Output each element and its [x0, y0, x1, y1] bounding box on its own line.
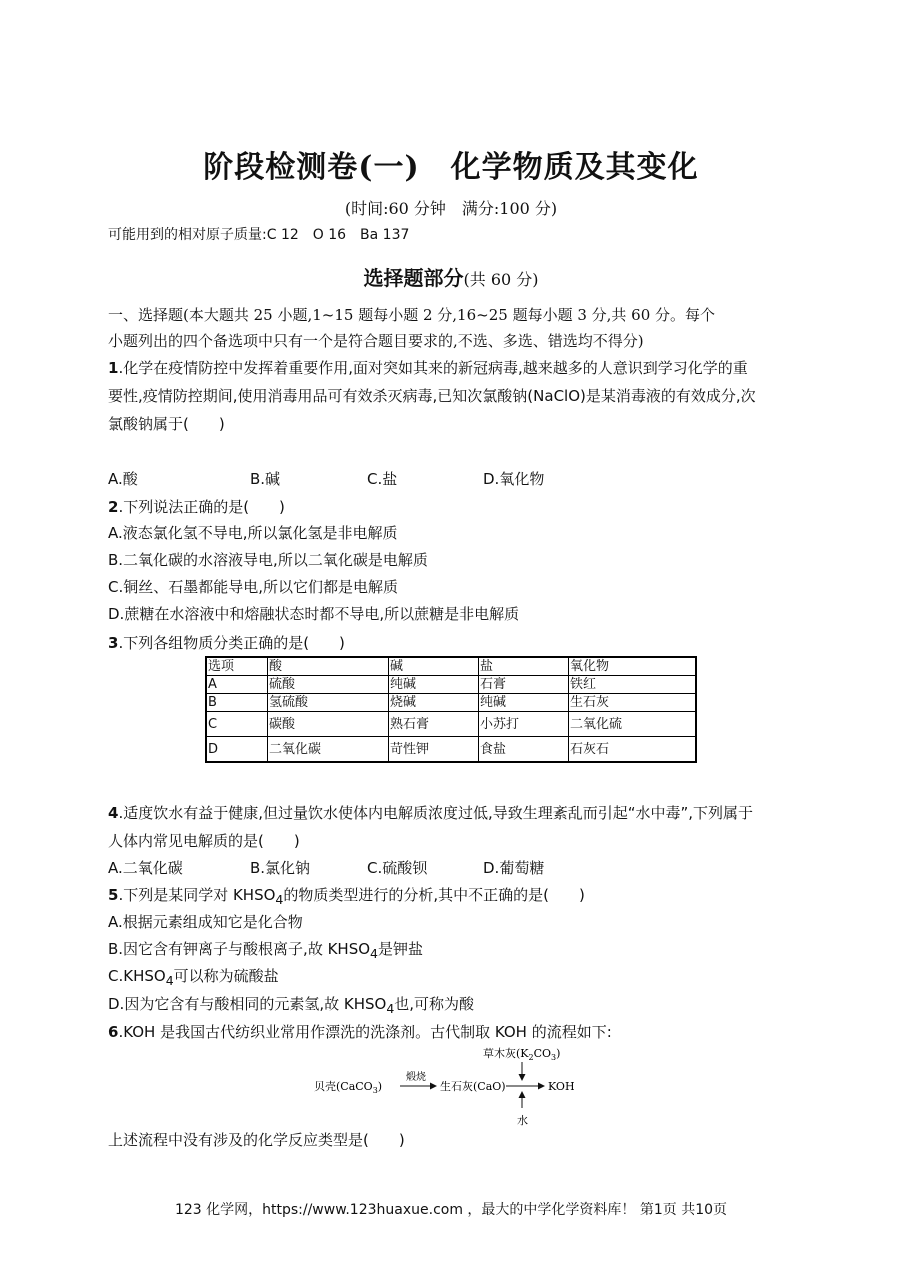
question-4-option-b: B.氯化钠	[250, 859, 311, 877]
question-6-number: 6	[108, 1023, 119, 1041]
section-title: 选择题部分	[363, 266, 464, 290]
question-2-option-c: C.铜丝、石墨都能导电,所以它们都是电解质	[108, 578, 399, 596]
table-header-cell: 酸	[268, 657, 389, 676]
table-cell: 铁红	[569, 676, 697, 694]
page-title: 阶段检测卷(一) 化学物质及其变化	[203, 150, 699, 185]
table-row	[206, 737, 696, 763]
flow-product: KOH	[548, 1080, 575, 1093]
flow-start: 贝壳(CaCO$_3$)	[314, 1080, 383, 1095]
question-6-text: .KOH 是我国古代纺织业常用作漂洗的洗涤剂。古代制取 KOH 的流程如下:	[118, 1023, 612, 1041]
table-row	[206, 676, 696, 694]
option-d-subscript: 4	[386, 1001, 395, 1016]
question-4-number: 4	[108, 804, 119, 822]
table-cell: 二氧化硫	[569, 712, 697, 737]
question-2-text: .下列说法正确的是( )	[118, 498, 285, 516]
question-5-option-a: A.根据元素组成知它是化合物	[108, 913, 303, 931]
table-cell: 食盐	[479, 737, 569, 763]
question-1-text-1: .化学在疫情防控中发挥着重要作用,面对突如其来的新冠病毒,越来越多的人意识到学习化学的重	[118, 359, 748, 377]
question-6-question: 上述流程中没有涉及的化学反应类型是( )	[108, 1131, 405, 1149]
table-cell: C	[206, 712, 268, 737]
question-4-text-1: .适度饮水有益于健康,但过量饮水使体内电解质浓度过低,导致生理紊乱而引起“水中毒”,下列属于	[118, 804, 754, 822]
question-1-line-2: 要性,疫情防控期间,使用消毒用品可有效杀灭病毒,已知次氯酸钠(NaClO)是某消毒液的有效成分,次	[108, 387, 756, 405]
question-2-stem	[108, 496, 285, 517]
question-1-option-a: A.酸	[108, 470, 138, 488]
table-cell: D	[206, 737, 268, 763]
question-5-option-b	[108, 938, 423, 961]
page-footer: 123 化学网，https://www.123huaxue.com ，最大的中学化学资料库！ 第1页 共10页	[174, 1202, 728, 1218]
table-cell: 石灰石	[569, 737, 697, 763]
question-3-text: .下列各组物质分类正确的是( )	[118, 634, 345, 652]
option-d-text-pre: D.因为它含有与酸相同的元素氢,故 KHSO	[108, 995, 387, 1013]
koh-process-flowchart	[300, 1042, 600, 1132]
question-2-option-b: B.二氧化碳的水溶液导电,所以二氧化碳是电解质	[108, 551, 428, 569]
table-cell: 纯碱	[389, 676, 479, 694]
flow-top-reagent: 草木灰$(K_2CO_3)$	[483, 1047, 561, 1062]
instructions-line-1: 一、选择题(本大题共 25 小题,1~15 题每小题 2 分,16~25 题每小题 3 分,共 60 分。每个	[108, 306, 716, 324]
table-header-cell: 盐	[479, 657, 569, 676]
question-4-option-a: A.二氧化碳	[108, 859, 183, 877]
option-b-text-pre: B.因它含有钾离子与酸根离子,故 KHSO	[108, 940, 371, 958]
option-d-text-post: 也,可称为酸	[394, 995, 475, 1013]
table-cell: 二氧化碳	[268, 737, 389, 763]
atomic-mass-note: 可能用到的相对原子质量:C 12 O 16 Ba 137	[108, 227, 410, 243]
question-1-line-3: 氯酸钠属于( )	[108, 415, 225, 433]
question-4-option-c: C.硫酸钡	[367, 859, 428, 877]
question-6-stem	[108, 1021, 612, 1042]
classification-table	[205, 656, 697, 763]
table-cell: 纯碱	[479, 694, 569, 712]
table-cell: B	[206, 694, 268, 712]
question-5-option-c	[108, 965, 279, 988]
option-c-subscript: 4	[165, 973, 174, 988]
table-header-cell: 选项	[206, 657, 268, 676]
question-2-number: 2	[108, 498, 119, 516]
question-1-option-c: C.盐	[367, 470, 398, 488]
question-3-stem	[108, 632, 345, 653]
question-2-option-a: A.液态氯化氢不导电,所以氯化氢是非电解质	[108, 524, 398, 542]
question-1-option-d: D.氧化物	[483, 470, 545, 488]
section-heading	[0, 262, 902, 291]
question-5-text-post: 的物质类型进行的分析,其中不正确的是( )	[283, 886, 585, 904]
question-2-option-d: D.蔗糖在水溶液中和熔融状态时都不导电,所以蔗糖是非电解质	[108, 605, 520, 623]
option-c-text-pre: C.KHSO	[108, 967, 166, 985]
table-cell: 碳酸	[268, 712, 389, 737]
table-row	[206, 694, 696, 712]
table-cell: 熟石膏	[389, 712, 479, 737]
flow-condition: 煅烧	[406, 1072, 426, 1083]
table-cell: 石膏	[479, 676, 569, 694]
table-cell: 小苏打	[479, 712, 569, 737]
question-1-line-1	[108, 357, 748, 378]
table-header-row	[206, 657, 696, 676]
table-cell: 苛性钾	[389, 737, 479, 763]
question-5-number: 5	[108, 886, 119, 904]
question-4-line-1	[108, 802, 753, 823]
question-5-subscript: 4	[275, 892, 284, 907]
option-b-text-post: 是钾盐	[378, 940, 424, 958]
question-1-option-b: B.碱	[250, 470, 281, 488]
question-5-text-pre: .下列是某同学对 KHSO	[118, 886, 276, 904]
flow-middle: 生石灰(CaO)	[440, 1080, 506, 1093]
option-b-subscript: 4	[370, 946, 378, 961]
table-cell: 烧碱	[389, 694, 479, 712]
table-header-cell: 氧化物	[569, 657, 697, 676]
instructions-line-2: 小题列出的四个备选项中只有一个是符合题目要求的,不选、多选、错选均不得分)	[108, 332, 644, 350]
table-cell: A	[206, 676, 268, 694]
option-c-text-post: 可以称为硫酸盐	[173, 967, 279, 985]
question-4-line-2: 人体内常见电解质的是( )	[108, 832, 300, 850]
table-cell: 硫酸	[268, 676, 389, 694]
question-3-number: 3	[108, 634, 119, 652]
question-5-option-d	[108, 993, 474, 1016]
question-5-stem	[108, 884, 585, 907]
section-score: (共 60 分)	[463, 270, 539, 289]
table-cell: 氢硫酸	[268, 694, 389, 712]
exam-time-info: (时间:60 分钟 满分:100 分)	[344, 199, 558, 218]
question-1-number: 1	[108, 359, 119, 377]
question-4-option-d: D.葡萄糖	[483, 859, 545, 877]
flow-bottom-reagent: 水	[517, 1114, 528, 1127]
table-cell: 生石灰	[569, 694, 697, 712]
table-header-cell: 碱	[389, 657, 479, 676]
table-row	[206, 712, 696, 737]
